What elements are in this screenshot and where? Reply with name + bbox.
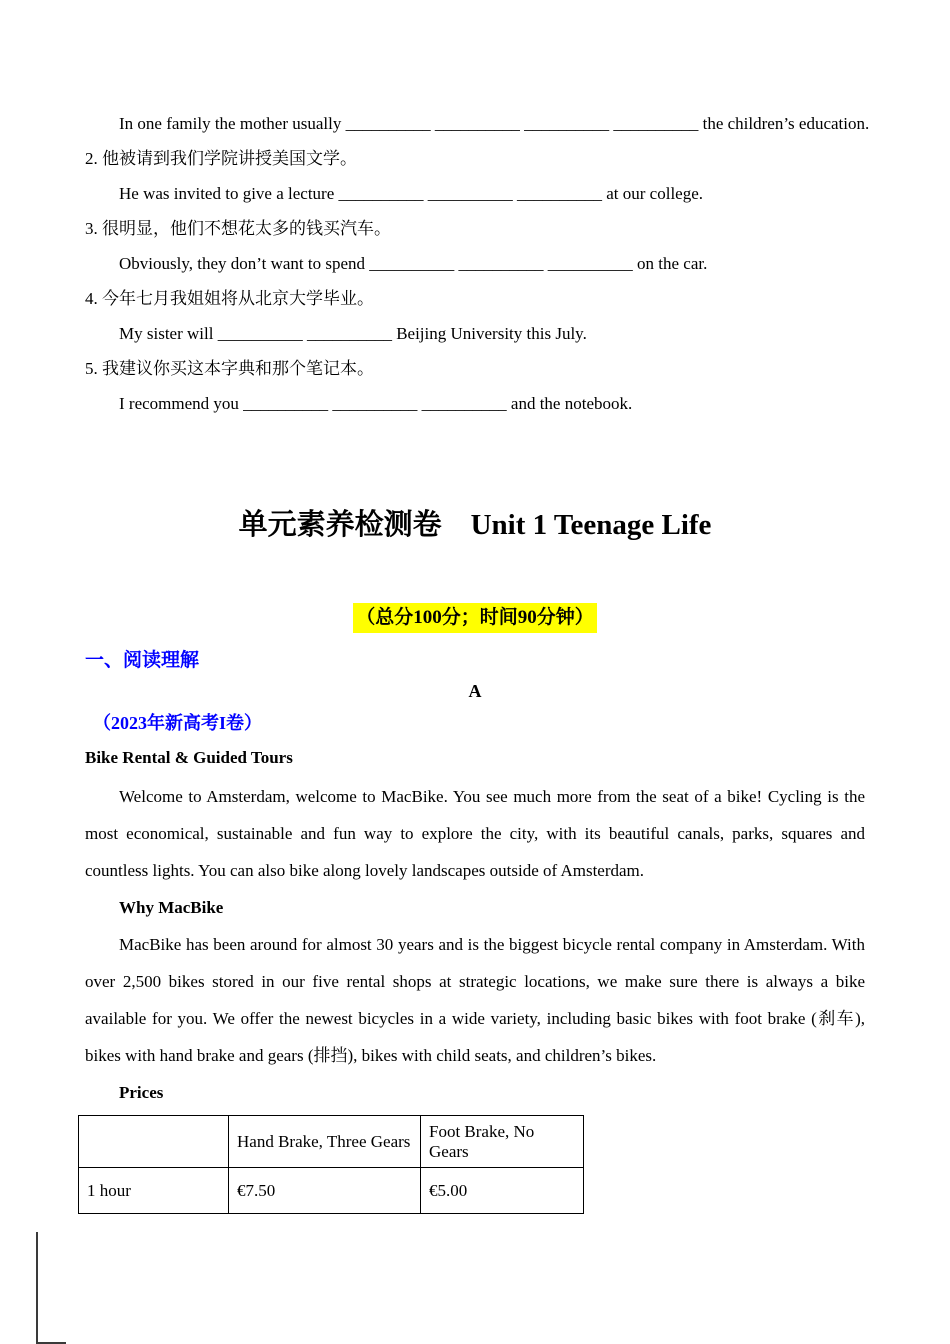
translation-answer-line-1: In one family the mother usually __________ __________ __________ __________ the children’s education.: [119, 114, 870, 133]
prices-header-hand-brake-cell: Hand Brake, Three Gears: [229, 1116, 421, 1168]
exam-info-row: [85, 603, 865, 634]
translation-answer-line-3: Obviously, they don’t want to spend __________ __________ __________ on the car.: [119, 254, 708, 273]
prices-table: [78, 1115, 584, 1214]
prices-table-header-row: [79, 1116, 584, 1168]
source-note: （2023年新高考I卷）: [93, 713, 263, 733]
exam-title: 单元素养检测卷 Unit 1 Teenage Life: [238, 509, 712, 541]
article-paragraph-2: MacBike has been around for almost 30 years and is the biggest bicycle rental company in Amsterdam. With over 2,500 bikes stored in our five rental shops at strategic locations, we make sure there is always a bike available for you. We offer the newest bicycles in a wide variety, including basic bikes with foot brake (刹车), bikes with hand brake and gears (排挡), bikes with child seats, and children’s bikes.: [85, 935, 865, 1065]
prices-cell-hand-brake-price: €7.50: [229, 1168, 421, 1214]
passage-label-a: A: [468, 681, 482, 701]
translation-answer-line-2: He was invited to give a lecture __________ __________ __________ at our college.: [119, 184, 704, 203]
translation-answer-line-5: I recommend you __________ __________ __________ and the notebook.: [119, 394, 633, 413]
prices-cell-duration: 1 hour: [79, 1168, 229, 1214]
prices-table-row-1hour: [79, 1168, 584, 1214]
prices-header-empty-cell: [79, 1116, 229, 1168]
article-title: Bike Rental & Guided Tours: [85, 748, 293, 767]
exam-info-highlight: （总分100分；时间90分钟）: [353, 603, 597, 633]
subhead-why-macbike: Why MacBike: [119, 898, 224, 917]
section-heading-reading: 一、阅读理解: [85, 650, 200, 671]
translation-question-2: 2. 他被请到我们学院讲授美国文学。: [85, 149, 357, 168]
subhead-prices: Prices: [119, 1083, 164, 1102]
translation-answer-line-4: My sister will __________ __________ Beijing University this July.: [119, 324, 587, 343]
prices-header-foot-brake-cell: Foot Brake, No Gears: [421, 1116, 584, 1168]
translation-exercises: [85, 106, 870, 421]
translation-question-4: 4. 今年七月我姐姐将从北京大学毕业。: [85, 289, 374, 308]
prices-cell-foot-brake-price: €5.00: [421, 1168, 584, 1214]
translation-question-5: 5. 我建议你买这本字典和那个笔记本。: [85, 359, 374, 378]
page-border-fragment: [36, 1232, 66, 1344]
translation-question-3: 3. 很明显，他们不想花太多的钱买汽车。: [85, 219, 391, 238]
article-paragraph-1: Welcome to Amsterdam, welcome to MacBike. You see much more from the seat of a bike! Cycling is the most economical, sustainable and fun way to explore the city, with its beautiful canals, parks, squares and countless lights. You can also bike along lovely landscapes outside of Amsterdam.: [85, 787, 865, 880]
